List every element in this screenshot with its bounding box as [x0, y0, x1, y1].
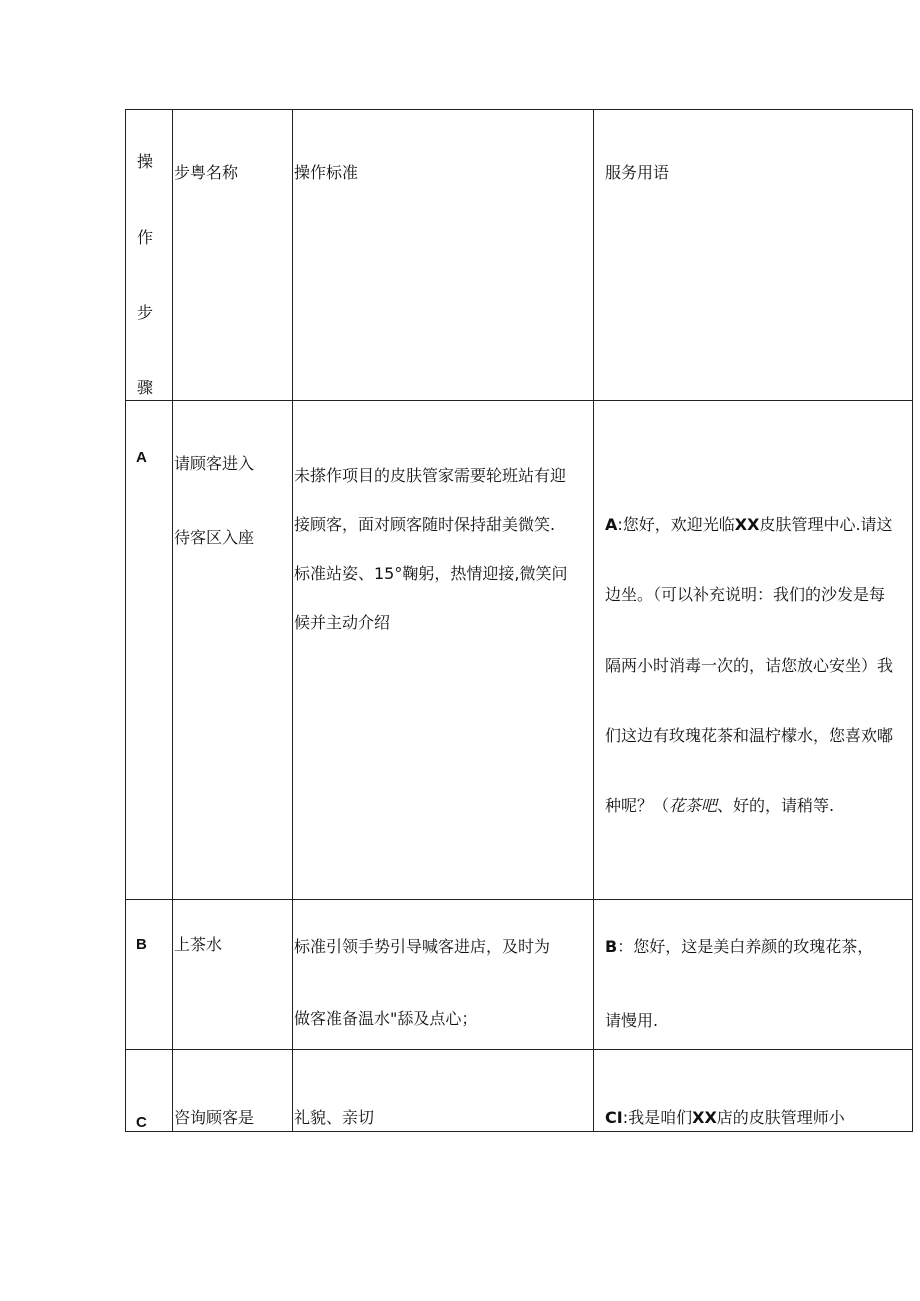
row-phrase-line: [605, 585, 885, 605]
phrase-segment: CI: [605, 1108, 623, 1127]
row-phrase-line: [605, 656, 893, 676]
phrase-segment: ：您好，这是美白养颜的玫瑰花茶，: [617, 937, 874, 956]
phrase-segment: 边坐。（可以补充说明：我们的沙发是每: [605, 585, 886, 604]
col-border-1: [172, 109, 173, 1132]
row-letter: C: [136, 1114, 147, 1131]
row-standard-line: 标准站姿、15°鞠躬，热情迎接,微笑问: [294, 564, 568, 583]
header-step-char: 作: [137, 228, 154, 247]
col-border-0: [125, 109, 126, 1132]
header-step-char: 骤: [137, 378, 154, 397]
header-standard: 操作标准: [294, 163, 359, 182]
row-name-line: 咨询顾客是: [174, 1108, 255, 1127]
row-standard-line: 礼貌、亲切: [294, 1108, 375, 1127]
phrase-segment: :您好，欢迎光临: [617, 515, 735, 534]
row-phrase-line: [605, 1011, 658, 1031]
col-border-4: [912, 109, 913, 1132]
row-standard-line: 标准引领手势引导喊客进店，及时为: [294, 937, 551, 956]
phrase-segment: 种呢？（: [605, 796, 670, 815]
phrase-segment: 隔两小时消毒一次的，诘您放心安坐）我: [605, 656, 894, 675]
row-b-border: [125, 1049, 913, 1050]
phrase-segment: XX: [734, 515, 760, 534]
header-name: 步粤名称: [174, 163, 239, 182]
row-letter: A: [136, 449, 147, 466]
row-name-line: 待客区入座: [174, 528, 255, 547]
phrase-segment: 店的皮肤管理师小: [716, 1108, 845, 1127]
row-letter: B: [136, 936, 147, 953]
row-phrase-line: [605, 796, 834, 816]
phrase-segment: 花茶吧: [669, 796, 718, 815]
row-phrase-line: [605, 1108, 845, 1128]
phrase-segment: B: [605, 937, 618, 956]
row-standard-line: 候并主动介绍: [294, 613, 391, 632]
phrase-segment: 们这边有玫瑰花茶和温柠檬水，您喜欢嘟: [605, 726, 894, 745]
phrase-segment: :我是咱们: [622, 1108, 693, 1127]
phrase-segment: 请慢用.: [605, 1011, 659, 1030]
phrase-segment: 皮肤管理中心.请这: [759, 515, 893, 534]
row-standard-line: 做客准备温水"舔及点心；: [294, 1009, 478, 1028]
row-a-border: [125, 899, 913, 900]
phrase-segment: XX: [692, 1108, 717, 1127]
header-step-char: 操: [137, 152, 154, 171]
table-top-border: [125, 109, 913, 110]
row-phrase-line: [605, 726, 893, 746]
row-name-line: 请顾客进入: [174, 454, 255, 473]
row-standard-line: 接顾客，面对顾客随时保持甜美微笑.: [294, 515, 556, 534]
col-border-3: [593, 109, 594, 1132]
phrase-segment: A: [605, 515, 618, 534]
row-phrase-line: [605, 515, 893, 535]
table-bottom-border: [125, 1131, 913, 1132]
header-row-border: [125, 400, 913, 401]
header-step-char: 步: [137, 303, 154, 322]
phrase-segment: 、好的，请稍等.: [717, 796, 835, 815]
row-name-line: 上茶水: [174, 935, 223, 954]
header-phrases: 服务用语: [605, 163, 670, 182]
row-phrase-line: [605, 937, 873, 957]
row-standard-line: 未搽作项目的皮肤管家需要轮班站有迎: [294, 466, 567, 485]
col-border-2: [292, 109, 293, 1132]
